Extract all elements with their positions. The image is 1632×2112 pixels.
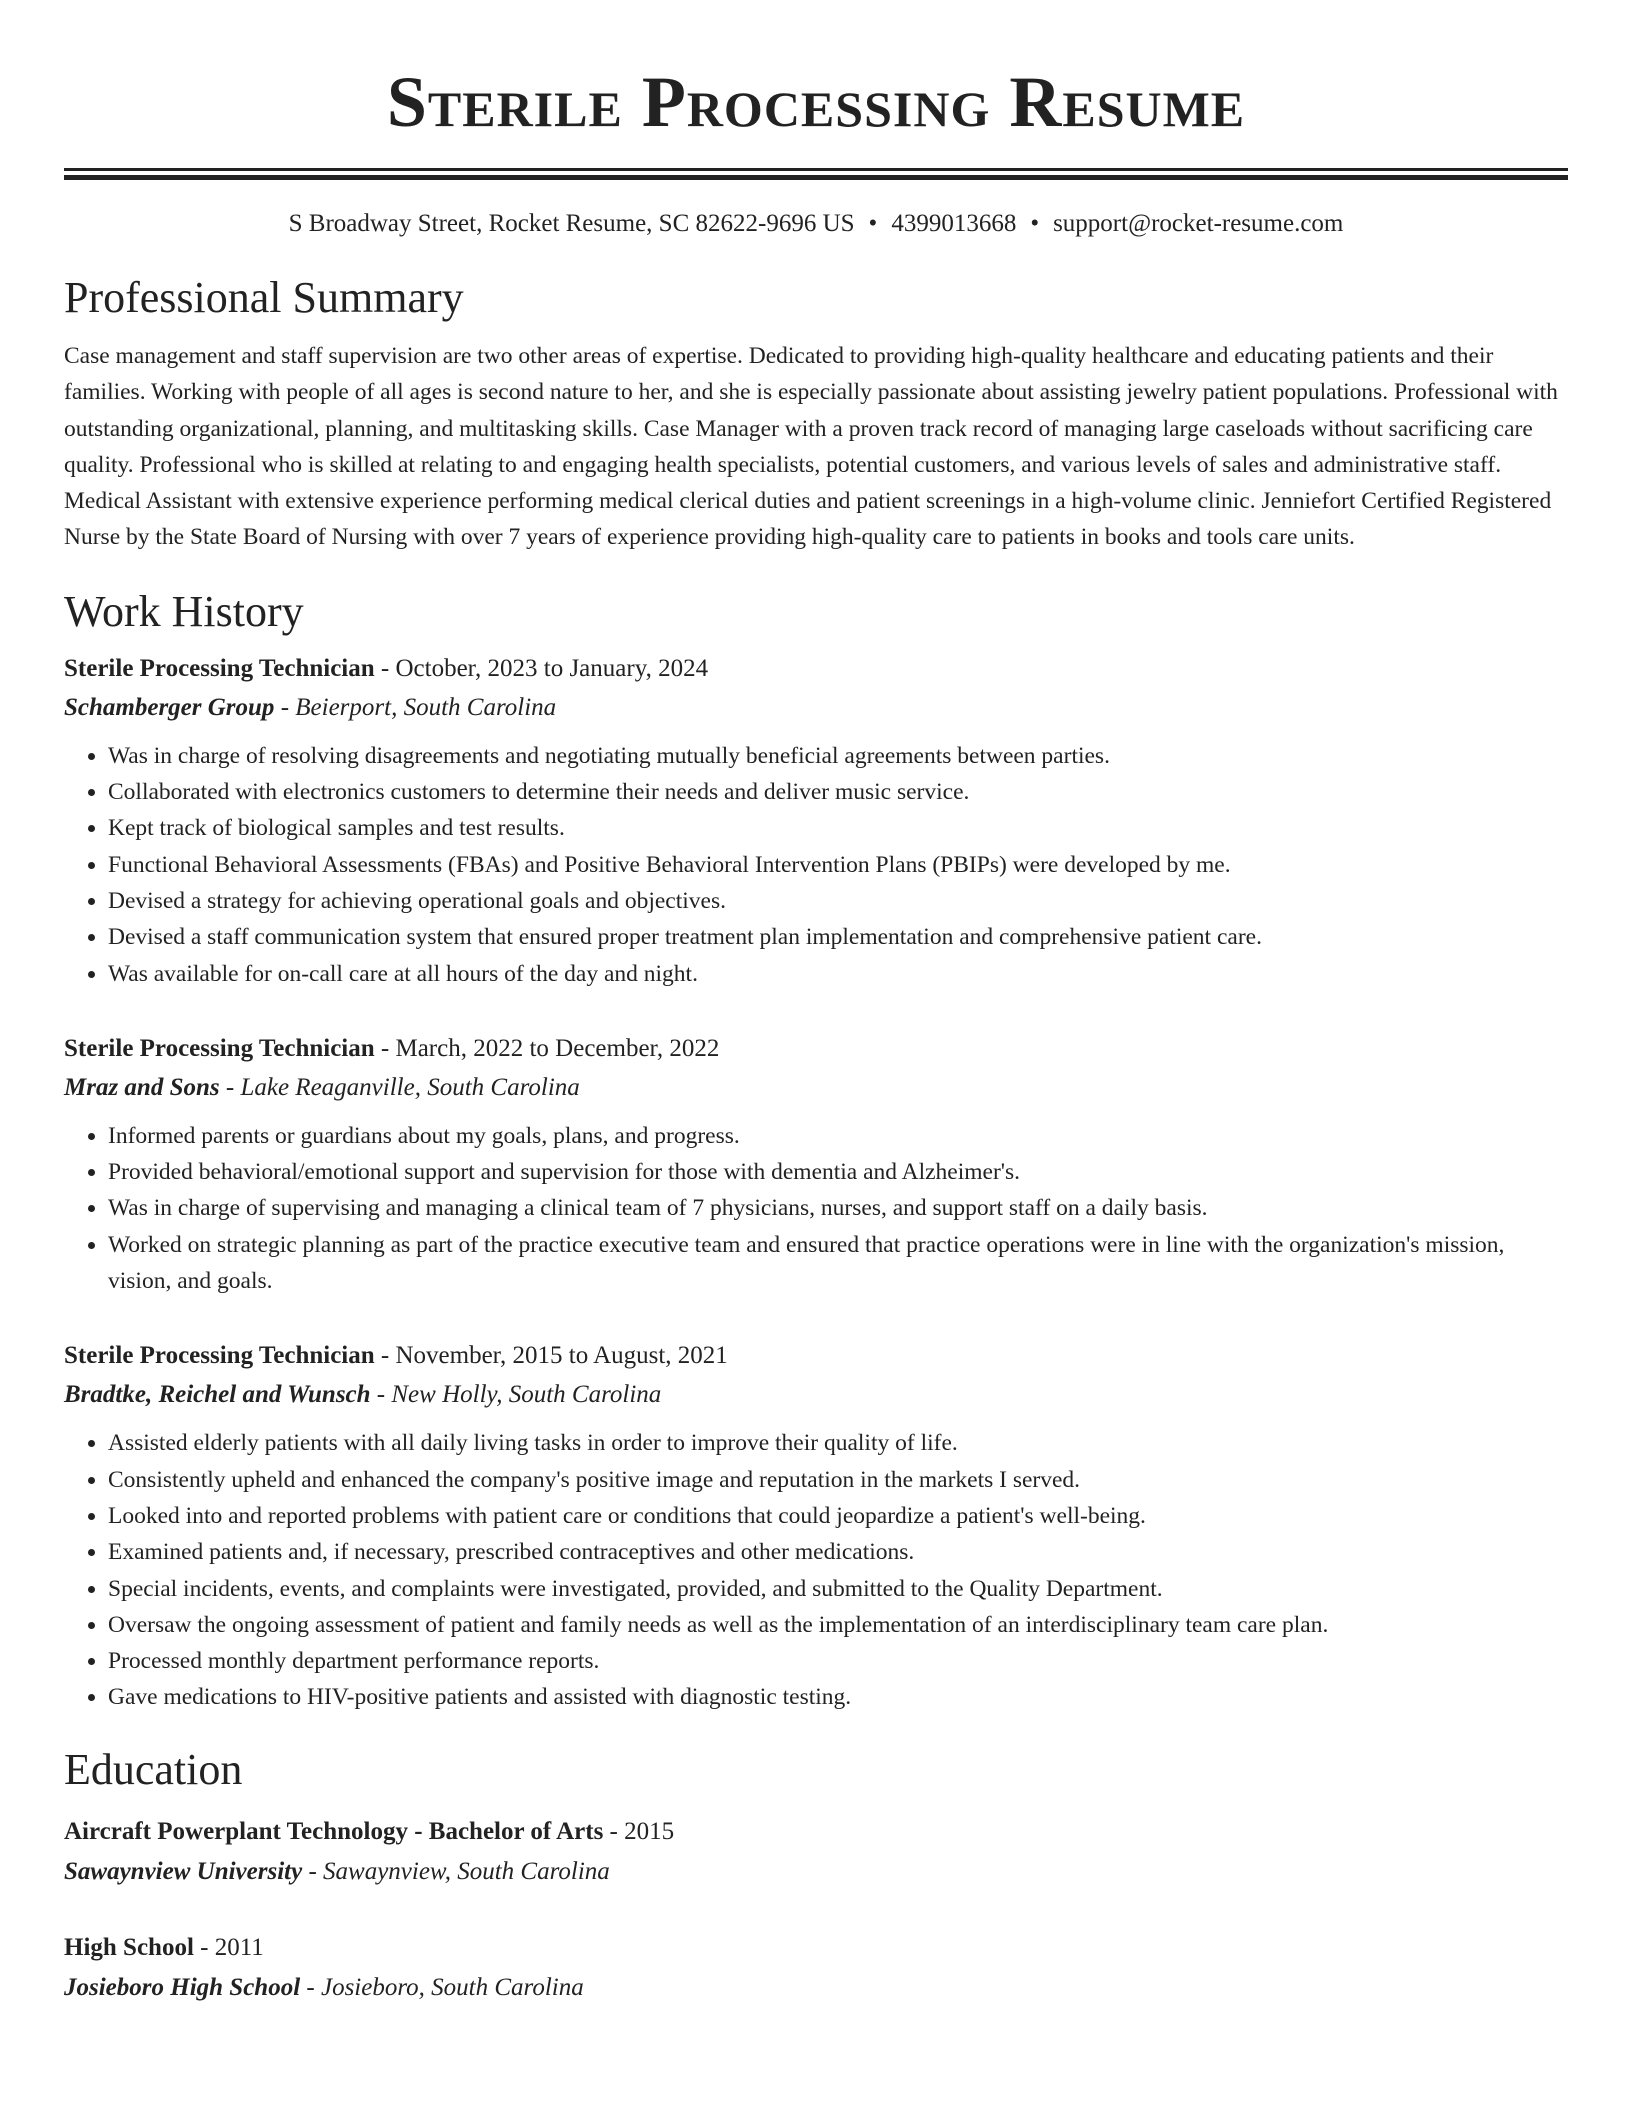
contact-line (64, 206, 1568, 242)
education-degree-line (64, 1928, 1568, 1968)
job-bullet: • Functional Behavioral Assessments (FBAs) and Positive Behavioral Intervention Plans (PBIPs) were developed by me. (108, 847, 1568, 883)
contact-phone: 4399013668 (891, 210, 1017, 237)
job-bullet: • Devised a strategy for achieving operational goals and objectives. (108, 883, 1568, 919)
job-title-line (64, 1337, 1568, 1375)
contact-address: S Broadway Street, Rocket Resume, SC 82622-9696 US (288, 210, 855, 237)
job-bullet: • Oversaw the ongoing assessment of patient and family needs as well as the implementation of an interdisciplinary team care plan. (108, 1607, 1568, 1643)
education-entry (64, 1812, 1568, 1892)
job-entry (64, 1030, 1568, 1299)
job-bullets (64, 1425, 1568, 1715)
company-name: Mraz and Sons (64, 1073, 220, 1101)
work-history-heading: Work History (64, 586, 304, 636)
job-dates: - October, 2023 to January, 2024 (374, 654, 709, 682)
job-bullet: • Devised a staff communication system that ensured proper treatment plan implementation and comprehensive patient care. (108, 919, 1568, 955)
education-heading: Education (64, 1744, 243, 1794)
job-bullet: • Collaborated with electronics customers to determine their needs and deliver music service. (108, 774, 1568, 810)
education-school: Sawaynview University (64, 1857, 303, 1885)
job-bullet: • Assisted elderly patients with all daily living tasks in order to improve their quality of life. (108, 1425, 1568, 1461)
job-bullet: • Worked on strategic planning as part of the practice executive team and ensured that practice operations were in line with the organization's mission, vision, and goals. (108, 1227, 1568, 1300)
job-bullet: • Looked into and reported problems with patient care or conditions that could jeopardize a patient's well-being. (108, 1498, 1568, 1534)
job-bullet: • Processed monthly department performance reports. (108, 1643, 1568, 1679)
job-title-line (64, 1030, 1568, 1068)
company-line (64, 1068, 1568, 1108)
company-line (64, 688, 1568, 728)
job-dates: - March, 2022 to December, 2022 (374, 1034, 720, 1062)
job-bullet: • Examined patients and, if necessary, prescribed contraceptives and other medications. (108, 1534, 1568, 1570)
education-degree-line (64, 1812, 1568, 1852)
job-bullets (64, 738, 1568, 992)
job-bullet: • Gave medications to HIV-positive patients and assisted with diagnostic testing. (108, 1679, 1568, 1715)
education-location: - Josieboro, South Carolina (300, 1973, 584, 2001)
job-bullet: • Was in charge of supervising and managing a clinical team of 7 physicians, nurses, and support staff on a daily basis. (108, 1190, 1568, 1226)
company-location: - Beierport, South Carolina (274, 693, 557, 721)
job-title: Sterile Processing Technician (64, 654, 375, 682)
job-bullet: • Special incidents, events, and complaints were investigated, provided, and submitted to the Quality Department. (108, 1571, 1568, 1607)
job-title: Sterile Processing Technician (64, 1034, 375, 1062)
company-line (64, 1375, 1568, 1415)
education-location: - Sawaynview, South Carolina (302, 1857, 610, 1885)
job-bullet: • Informed parents or guardians about my goals, plans, and progress. (108, 1118, 1568, 1154)
job-bullet: • Provided behavioral/emotional support and supervision for those with dementia and Alzheimer's. (108, 1154, 1568, 1190)
page-title: Sterile Processing Resume (386, 62, 1246, 142)
job-title: Sterile Processing Technician (64, 1342, 375, 1370)
title-divider (64, 168, 1568, 180)
job-title-line (64, 650, 1568, 688)
company-name: Schamberger Group (64, 693, 275, 721)
education-school: Josieboro High School (64, 1973, 301, 2001)
contact-separator: • (868, 210, 878, 237)
job-dates: - November, 2015 to August, 2021 (374, 1342, 728, 1370)
job-entry (64, 1337, 1568, 1715)
job-bullet: • Consistently upheld and enhanced the company's positive image and reputation in the markets I served. (108, 1462, 1568, 1498)
education-year: - 2011 (193, 1933, 264, 1961)
education-degree: High School (64, 1933, 194, 1961)
education-degree: Aircraft Powerplant Technology - Bachelor of Arts (64, 1817, 604, 1845)
job-bullet: • Kept track of biological samples and test results. (108, 810, 1568, 846)
company-location: - Lake Reaganville, South Carolina (219, 1073, 580, 1101)
summary-heading: Professional Summary (64, 273, 464, 322)
job-bullet: • Was available for on-call care at all hours of the day and night. (108, 956, 1568, 992)
education-entry (64, 1928, 1568, 2008)
company-location: - New Holly, South Carolina (370, 1381, 662, 1409)
job-entry (64, 650, 1568, 992)
education-school-line (64, 1968, 1568, 2008)
job-bullets (64, 1118, 1568, 1299)
summary-text: Case management and staff supervision are two other areas of expertise. Dedicated to providing high-quality healthcare and educating patients and their families. Working with people of all ages is second nature to her, and she is especially passionate about assisting jewelry patient populations. Professional with outstanding organizational, planning, and multitasking skills. Case Manager with a proven track record of managing large caseloads without sacrificing care quality. Professional who is skilled at relating to and engaging health specialists, potential customers, and various levels of sales and administrative staff. Medical Assistant with extensive experience performing medical clerical duties and patient screenings in a high-volume clinic. Jenniefort Certified Registered Nurse by the State Board of Nursing with over 7 years of experience providing high-quality care to patients in books and tools care units. (64, 343, 1558, 551)
contact-separator: • (1030, 210, 1040, 237)
education-year: - 2015 (603, 1817, 675, 1845)
company-name: Bradtke, Reichel and Wunsch (64, 1381, 371, 1409)
contact-email: support@rocket-resume.com (1053, 210, 1344, 237)
job-bullet: • Was in charge of resolving disagreements and negotiating mutually beneficial agreements between parties. (108, 738, 1568, 774)
education-school-line (64, 1852, 1568, 1892)
